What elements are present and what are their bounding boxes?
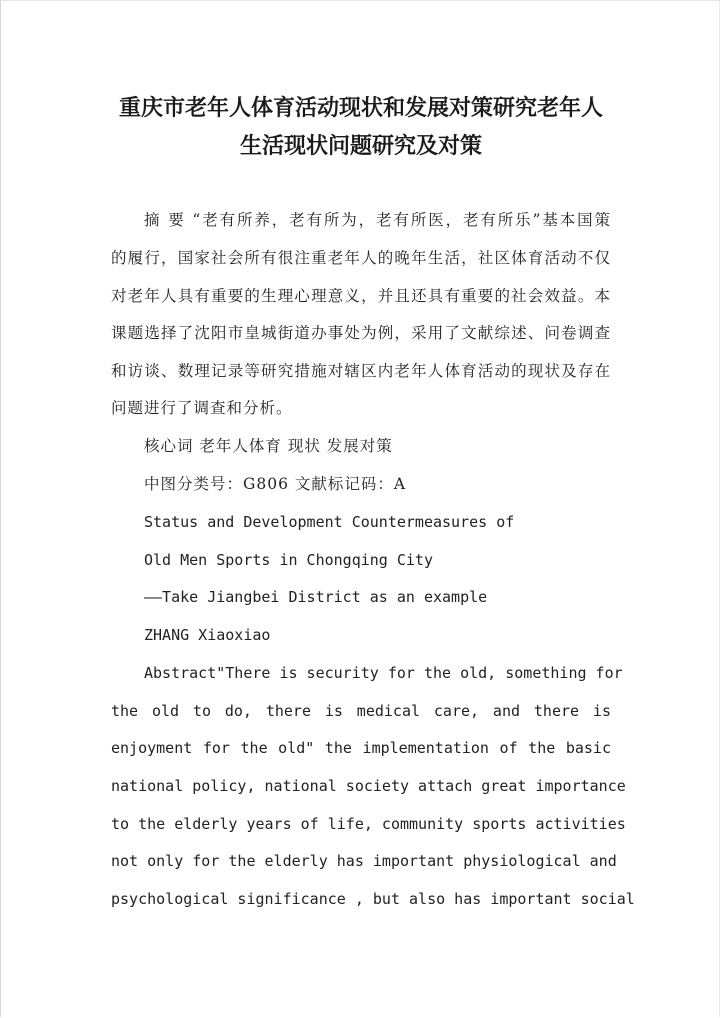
abstract-en-line: the old to do, there is medical care, and there is [111, 702, 611, 720]
keywords: 核心词 老年人体育 现状 发展对策 [144, 437, 393, 455]
abstract-cn-line: 的履行，国家社会所有很注重老年人的晚年生活，社区体育活动不仅 [111, 249, 611, 267]
abstract-cn-line-last: 问题进行了调查和分析。 [111, 399, 293, 417]
abstract-cn-line: 摘 要 “老有所养，老有所为，老有所医，老有所乐”基本国策 [144, 211, 611, 229]
abstract-cn-line: 和访谈、数理记录等研究措施对辖区内老年人体育活动的现状及存在 [111, 362, 611, 380]
document-title-line-2: 生活现状问题研究及对策 [239, 133, 482, 159]
abstract-cn-line: 课题选择了沈阳市皇城街道办事处为例，采用了文献综述、问卷调查 [111, 324, 611, 342]
abstract-en-line: not only for the elderly has important physiological and [111, 852, 617, 870]
abstract-en-line: to the elderly years of life, community sports activities [111, 815, 626, 833]
abstract-en-line: enjoyment for the old" the implementation of the basic [111, 739, 611, 757]
abstract-cn-line: 对老年人具有重要的生理心理意义，并且还具有重要的社会效益。本 [111, 287, 611, 305]
abstract-en-line: psychological significance , but also has important social [111, 890, 635, 908]
english-title-line: Status and Development Countermeasures of [144, 513, 515, 531]
english-title-line: Old Men Sports in Chongqing City [144, 551, 433, 569]
author: ZHANG Xiaoxiao [144, 626, 271, 644]
english-subtitle: ——Take Jiangbei District as an example [144, 588, 488, 606]
abstract-en-line: national policy, national society attach great importance [111, 777, 626, 795]
classification: 中图分类号：G806 文献标记码：A [144, 475, 407, 493]
document-title-line-1: 重庆市老年人体育活动现状和发展对策研究老年人 [118, 95, 603, 121]
abstract-en-line: Abstract"There is security for the old, something for [144, 664, 623, 682]
